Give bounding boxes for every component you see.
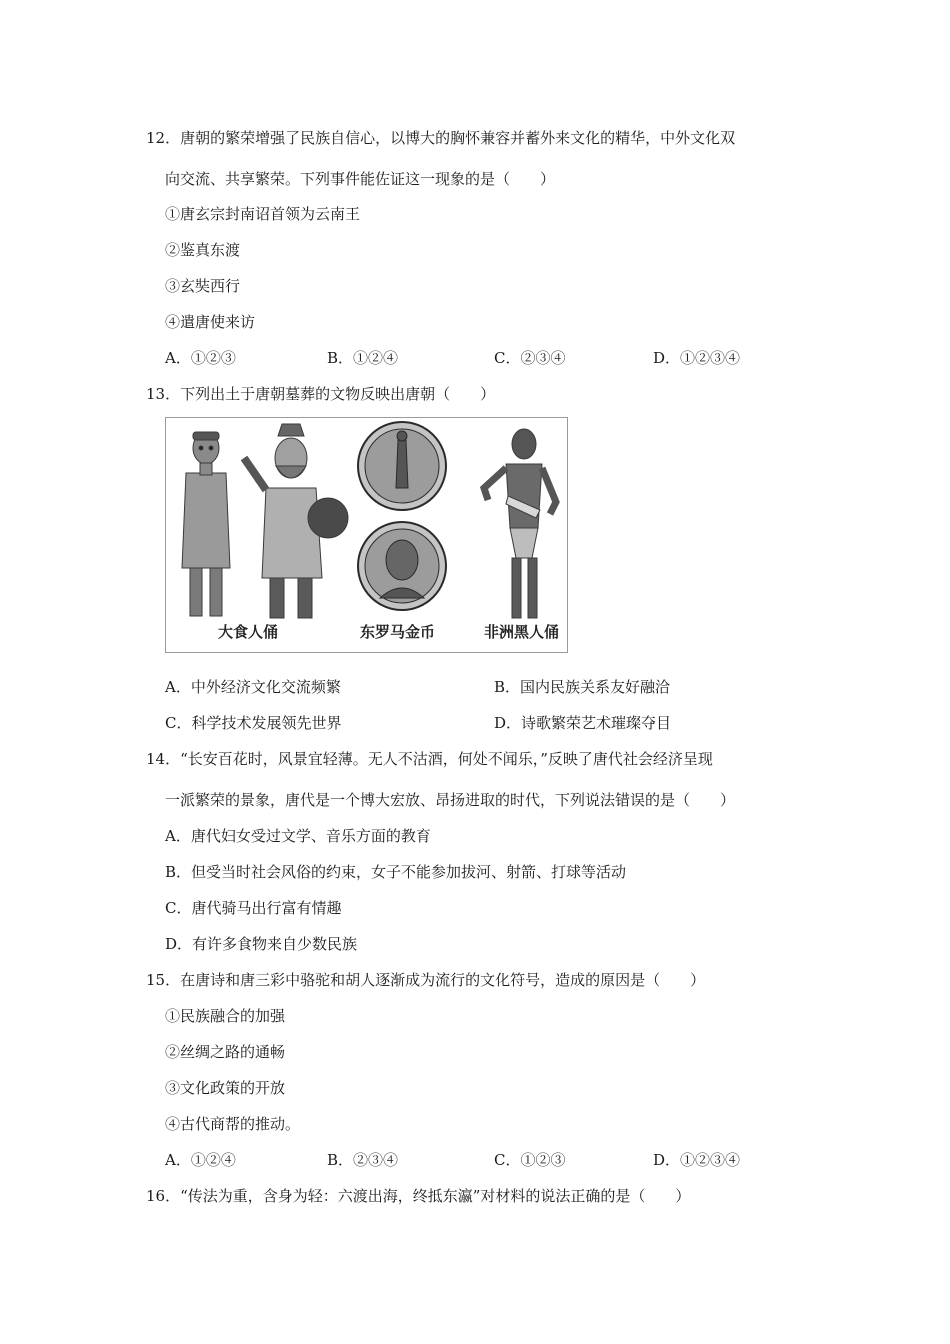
q15-option-d: D．①②③④ [653,1151,741,1169]
q12-option-b: B．①②④ [327,349,399,367]
q15-option-a: A．①②④ [165,1151,236,1169]
q15-item-1: ①民族融合的加强 [165,1007,286,1025]
caption-byzantine-coin: 东罗马金币 [360,623,436,641]
q12-option-d: D．①②③④ [653,349,741,367]
q12-item-1: ①唐玄宗封南诏首领为云南王 [165,205,361,223]
q14-stem-line2: 一派繁荣的景象，唐代是一个博大宏放、昂扬进取的时代，下列说法错误的是（ ） [165,791,736,809]
q14-stem-line1: 14．“长安百花时，风景宜轻薄。无人不沽酒，何处不闻乐，”反映了唐代社会经济呈现 [146,750,713,768]
artifacts-figure [165,417,568,653]
q15-item-4: ④古代商帮的推动。 [165,1115,301,1133]
q15-option-b: B．②③④ [327,1151,399,1169]
q14-option-b: B．但受当时社会风俗的约束，女子不能参加拔河、射箭、打球等活动 [165,863,627,881]
q13-option-a: A．中外经济文化交流频繁 [165,678,341,696]
caption-african-figurine: 非洲黑人俑 [484,623,560,641]
q13-option-d: D．诗歌繁荣艺术璀璨夺目 [494,714,672,732]
q12-item-4: ④遣唐使来访 [165,313,256,331]
q13-option-b: B．国内民族关系友好融洽 [494,678,671,696]
q12-option-c: C．②③④ [494,349,566,367]
q12-item-3: ③玄奘西行 [165,277,241,295]
q12-stem-line2: 向交流、共享繁荣。下列事件能佐证这一现象的是（ ） [165,170,556,188]
q13-stem-line1: 13．下列出土于唐朝墓葬的文物反映出唐朝（ ） [146,385,496,403]
q14-option-c: C．唐代骑马出行富有情趣 [165,899,342,917]
q15-option-c: C．①②③ [494,1151,566,1169]
q15-stem-line1: 15．在唐诗和唐三彩中骆驼和胡人逐渐成为流行的文化符号，造成的原因是（ ） [146,971,706,989]
q15-item-2: ②丝绸之路的通畅 [165,1043,286,1061]
q12-stem-line1: 12．唐朝的繁荣增强了民族自信心，以博大的胸怀兼容并蓄外来文化的精华，中外文化双 [146,129,736,147]
q12-option-a: A．①②③ [165,349,236,367]
q15-item-3: ③文化政策的开放 [165,1079,286,1097]
artifacts-illustration [166,418,569,654]
q12-item-2: ②鉴真东渡 [165,241,241,259]
q16-stem-line1: 16．“传法为重，含身为轻：六渡出海，终抵东瀛”对材料的说法正确的是（ ） [146,1187,691,1205]
q14-option-a: A．唐代妇女受过文学、音乐方面的教育 [165,827,431,845]
q14-option-d: D．有许多食物来自少数民族 [165,935,358,953]
q13-option-c: C．科学技术发展领先世界 [165,714,342,732]
caption-arab-figurine: 大食人俑 [218,623,279,641]
